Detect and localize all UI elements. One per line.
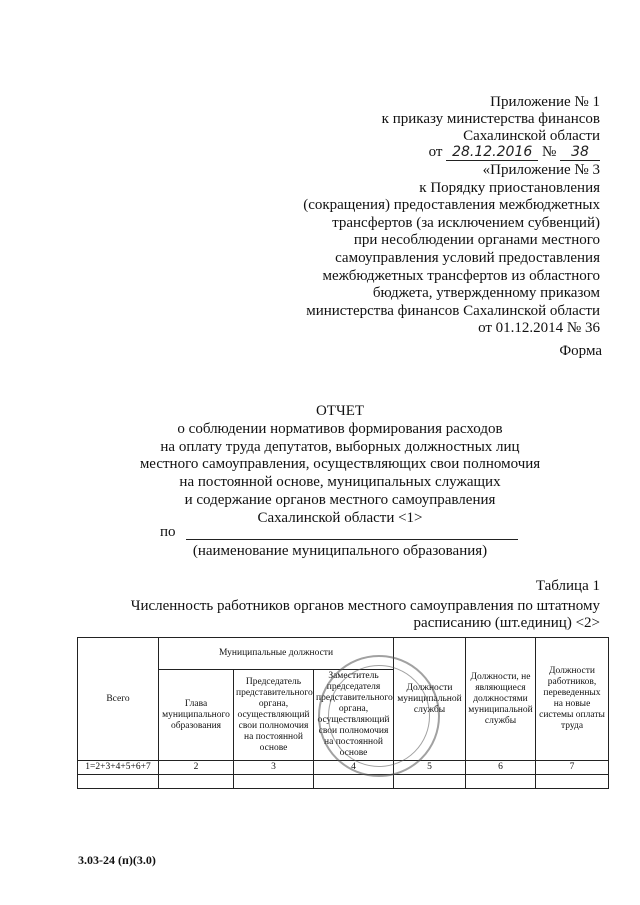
header-group-municipal-positions: Муниципальные должности xyxy=(159,638,394,670)
data-cell xyxy=(159,775,234,789)
header-col-7: Должности работников, переведенных на новые системы оплаты труда xyxy=(536,638,609,761)
data-cell xyxy=(536,775,609,789)
municipality-underline xyxy=(186,539,518,540)
appendix3-line: министерства финансов Сахалинской области xyxy=(306,302,600,319)
header-col-2: Глава муниципального образования xyxy=(159,670,234,761)
appendix3-line: от 01.12.2014 № 36 xyxy=(478,320,600,337)
index-cell: 6 xyxy=(466,761,536,775)
index-cell: 1=2+3+4+5+6+7 xyxy=(78,761,159,775)
report-title: ОТЧЕТ xyxy=(315,403,365,419)
data-cell xyxy=(78,775,159,789)
header-col-5: Должности муниципальной службы xyxy=(394,638,466,761)
number-prefix: № xyxy=(541,144,557,160)
appendix3-block xyxy=(303,162,600,338)
footer-code: 3.03-24 (п)(3.0) xyxy=(78,853,156,867)
form-label: Форма xyxy=(559,343,602,359)
report-line: на оплату труда депутатов, выборных должностных лиц xyxy=(160,438,520,455)
appendix-date-line xyxy=(429,144,600,161)
header-col-6: Должности, не являющиеся должностями муниципальной службы xyxy=(466,638,536,761)
index-cell: 2 xyxy=(159,761,234,775)
appendix3-line: «Приложение № 3 xyxy=(482,162,600,178)
table-label: Таблица 1 xyxy=(535,578,600,594)
table-heading-line2: расписанию (шт.единиц) <2> xyxy=(413,615,600,631)
index-cell: 7 xyxy=(536,761,609,775)
index-cell: 4 xyxy=(314,761,394,775)
appendix3-line: к Порядку приостановления xyxy=(419,179,600,196)
appendix3-line: (сокращения) предоставления межбюджетных xyxy=(303,197,600,214)
official-seal xyxy=(318,655,440,777)
header-col-3: Председатель представительного органа, осуществляющий свои полномочия на постоянной основе xyxy=(234,670,314,761)
report-line: и содержание органов местного самоуправления xyxy=(184,491,496,508)
index-cell: 3 xyxy=(234,761,314,775)
appendix3-line: самоуправления условий предоставления xyxy=(335,249,600,266)
municipality-caption: (наименование муниципального образования) xyxy=(192,543,488,559)
data-cell xyxy=(394,775,466,789)
appendix3-line: бюджета, утвержденному приказом xyxy=(372,285,600,302)
table-row xyxy=(78,775,609,789)
report-line: Сахалинской области <1> xyxy=(257,509,423,526)
report-line: на постоянной основе, муниципальных служащих xyxy=(179,474,501,491)
data-cell xyxy=(466,775,536,789)
appendix3-line: трансфертов (за исключением субвенций) xyxy=(332,214,600,231)
report-line: о соблюдении нормативов формирования расходов xyxy=(177,421,503,437)
handwritten-number: 38 xyxy=(560,145,600,161)
header-col-4: Заместитель председателя представительного органа, осуществляющий свои полномочия на постоянной основе xyxy=(314,670,394,761)
appendix3-line: межбюджетных трансфертов из областного xyxy=(322,267,600,284)
appendix-title: Приложение № 1 xyxy=(490,94,600,110)
appendix3-line: при несоблюдении органами местного xyxy=(353,232,600,249)
po-label: по xyxy=(160,524,176,540)
table-heading-line1: Численность работников органов местного самоуправления по штатному xyxy=(130,598,600,614)
report-subtitle xyxy=(0,421,640,527)
appendix-line3: Сахалинской области xyxy=(463,128,600,144)
header-total: Всего xyxy=(78,638,159,761)
handwritten-date: 28.12.2016 xyxy=(446,145,538,161)
data-cell xyxy=(234,775,314,789)
report-line: местного самоуправления, осуществляющих свои полномочия xyxy=(139,456,541,473)
date-prefix: от xyxy=(428,144,443,160)
appendix-line2: к приказу министерства финансов xyxy=(381,111,600,127)
index-cell: 5 xyxy=(394,761,466,775)
